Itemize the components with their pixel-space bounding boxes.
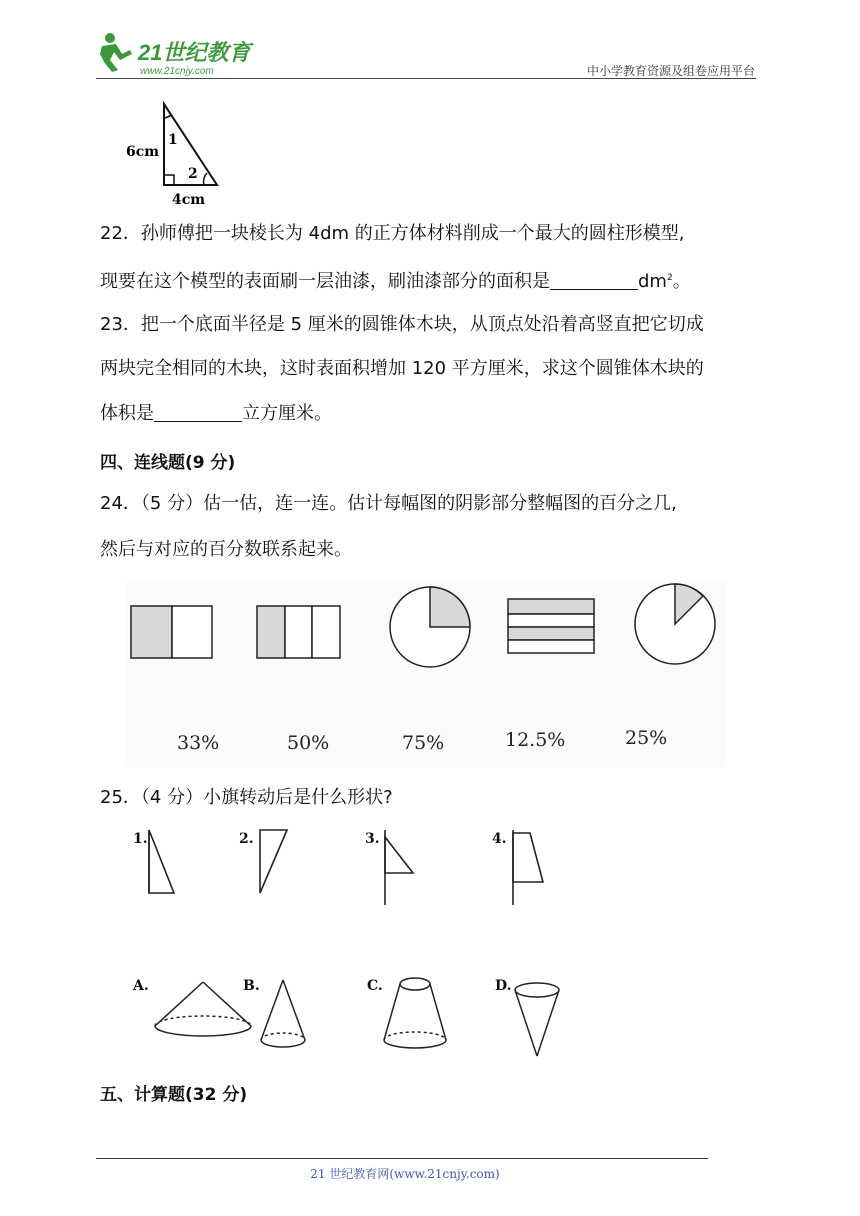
shape-b-cone — [261, 980, 305, 1047]
shape-label-d: D. — [495, 978, 512, 994]
section-5-heading: 五、计算题(32 分) — [100, 1085, 248, 1105]
flag-label-3: 3. — [365, 831, 380, 847]
logo-url: www.21cnjy.com — [140, 66, 214, 77]
q23-line2: 两块完全相同的木块，这时表面积增加 120 平方厘米，求这个圆锥体木块的 — [100, 358, 704, 379]
q22-unit-sup: 2 — [666, 273, 673, 283]
angle-2-label: 2 — [188, 166, 198, 182]
shape-label-a: A. — [133, 978, 149, 994]
shaded-figures — [125, 582, 725, 682]
q24-line1: 24．（5 分）估一估，连一连。估计每幅图的阴影部分整幅图的百分之几, — [100, 493, 677, 514]
flag-1 — [149, 830, 174, 893]
q22-end: 。 — [672, 271, 691, 292]
angle-1-label: 1 — [168, 132, 178, 148]
triangle-base-label: 4cm — [172, 192, 206, 208]
section-4-heading: 四、连线题(9 分) — [100, 453, 236, 473]
q22-unit: dm — [638, 271, 667, 292]
triangle-side-label: 6cm — [126, 144, 160, 160]
header-platform-text: 中小学教育资源及组卷应用平台 — [586, 64, 755, 78]
logo-text: 21世纪教育 — [138, 40, 251, 65]
q22-answer-blank[interactable] — [550, 271, 638, 290]
header-divider — [96, 78, 756, 79]
figure-circle-eighth — [635, 584, 715, 664]
q22-text: 现要在这个模型的表面刷一层油漆，刷油漆部分的面积是 — [100, 271, 550, 292]
flag-label-4: 4. — [492, 831, 507, 847]
percent-figures-panel — [125, 582, 725, 767]
q22-line2 — [100, 266, 691, 294]
flag-label-2: 2. — [239, 831, 254, 847]
flag-label-1: 1. — [133, 831, 148, 847]
q22-line1: 22．孙师傅把一块棱长为 4dm 的正方体材料削成一个最大的圆柱形模型, — [100, 223, 685, 244]
q23-line1: 23．把一个底面半径是 5 厘米的圆锥体木块，从顶点处沿着高竖直把它切成 — [100, 314, 704, 335]
percent-25[interactable]: 25% — [625, 727, 668, 749]
percent-75[interactable]: 75% — [402, 732, 445, 754]
q23-unit: 立方厘米。 — [242, 403, 332, 424]
footer-text: 21 世纪教育网(www.21cnjy.com) — [310, 1167, 500, 1181]
q25-line1: 25．（4 分）小旗转动后是什么形状? — [100, 787, 393, 808]
right-triangle-figure — [120, 98, 240, 208]
shape-a-cone — [155, 982, 251, 1036]
q23-line3 — [100, 402, 332, 426]
shape-c-frustum — [384, 978, 446, 1048]
q23-answer-blank[interactable] — [154, 403, 242, 422]
shape-label-c: C. — [367, 978, 383, 994]
flag-4 — [513, 830, 543, 905]
flag-2 — [260, 830, 287, 893]
figure-half-rect — [131, 606, 212, 658]
percent-50[interactable]: 50% — [287, 732, 330, 754]
flag-3 — [385, 830, 413, 905]
percent-12-5[interactable]: 12.5% — [505, 729, 566, 751]
figure-circle-quarter — [390, 587, 470, 667]
shape-label-b: B. — [243, 978, 260, 994]
site-logo — [96, 30, 266, 78]
footer-divider — [96, 1158, 708, 1159]
q23-text: 体积是 — [100, 403, 154, 424]
percent-33[interactable]: 33% — [177, 732, 220, 754]
q24-line2: 然后与对应的百分数联系起来。 — [100, 539, 352, 560]
figure-third-rect — [257, 606, 340, 658]
shape-d-inverted-cone — [515, 983, 559, 1056]
solid-figures — [125, 970, 585, 1065]
flag-figures — [125, 825, 565, 910]
figure-striped-rect — [508, 599, 594, 653]
